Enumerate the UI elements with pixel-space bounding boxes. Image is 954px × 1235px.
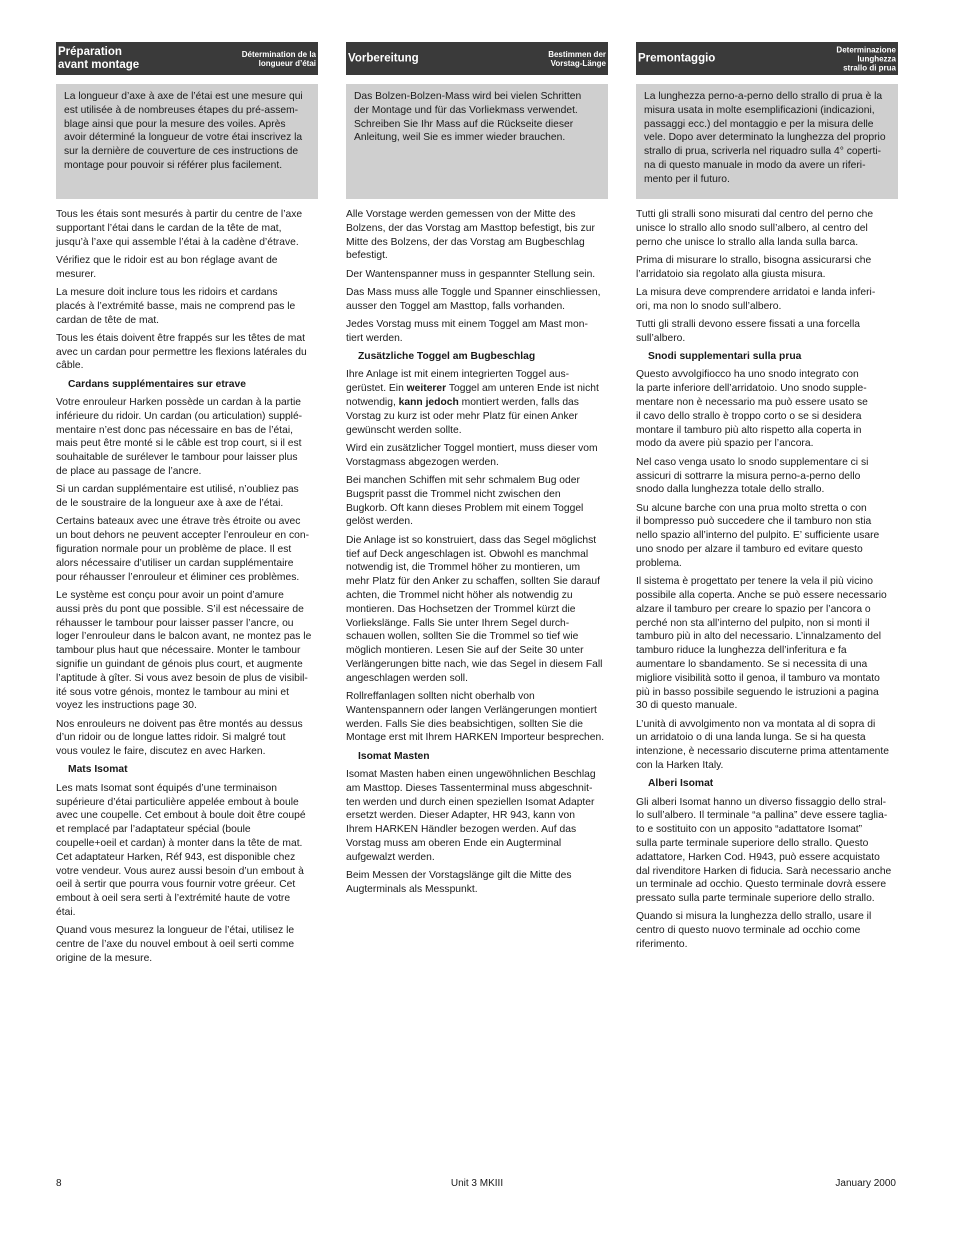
body-text	[636, 208, 898, 952]
section-subtitle: Bestimmen der Vorstag-Länge	[548, 49, 606, 68]
footer-date: January 2000	[835, 1178, 896, 1189]
body-text	[346, 208, 608, 897]
section-title: Vorbereitung	[348, 52, 419, 64]
paragraph: Quando si misura la lunghezza dello strallo, usare il centro di questo nuovo terminale ad occhio come riferimento.	[636, 911, 872, 951]
text-run: Toggel am unteren Ende ist nicht notwendig,	[346, 383, 599, 409]
section-header	[636, 42, 898, 75]
subheading: Zusätzliche Toggel am Bugbeschlag	[358, 351, 536, 363]
subheading: Isomat Masten	[358, 750, 430, 762]
section-header	[346, 42, 608, 75]
intro-box: La lunghezza perno-a-perno dello strallo di prua è la misura usata in molte esemplificazioni (indicazioni, passaggi ecc.) del montaggio e per la misura delle vele. Dopo aver determinato la lunghezza del proprio strallo di prua, scriverla nel riquadro sulla 4° coperti- na di questo manuale in modo da avere un riferi- mento per il futuro.	[636, 84, 898, 199]
text-run: montiert werden, falls das Vorstag zu kurz ist oder mehr Platz für einen Anker gewünscht werden sollte.	[346, 397, 579, 436]
paragraph: Bei manchen Schiffen mit sehr schmalem Bug oder Bugsprit passt die Trommel nicht zwischen den Bugkorb. Oft kann dieses Problem mit einem Toggel gelöst werden.	[346, 475, 584, 528]
paragraph: La mesure doit inclure tous les ridoirs et cardans placés à l’extrémité basse, mais ne comprend pas le cardan de tête de mat.	[56, 286, 296, 326]
subheading: Alberi Isomat	[648, 778, 714, 790]
section-title: Préparation avant montage	[58, 45, 140, 71]
paragraph: Tutti gli stralli sono misurati dal centro del perno che unisce lo strallo allo snodo sull’albero, al centro del perno che unisce lo strallo alla landa sulla barca.	[636, 209, 874, 248]
section-title: Premontaggio	[638, 52, 716, 64]
paragraph: Tutti gli stralli devono essere fissati a una forcella sull’albero.	[636, 319, 860, 344]
paragraph: Nel caso venga usato lo snodo supplementare ci si assicuri di sottrarre la misura perno-a-perno dello snodo dalla lunghezza totale dello strallo.	[636, 456, 869, 496]
paragraph: Les mats Isomat sont équipés d’une terminaison supérieure d’étai particulière appelée embout à boule avec une coupelle. Cet embout à boule doit être coupé et remplacé par l’adaptateur spécial (boule coupelle+oeil et cardan) à monter dans la tête de mat. Cet adaptateur Harken, Réf 943, est disponible chez votre vendeur. Vous aurez aussi besoin d’un embout à oeil à sertir que pourra vous fournir votre gréeur. Cet embout à oeil sera serti à l’extrémité haute de votre étai.	[56, 782, 306, 918]
subheading: Snodi supplementari sulla prua	[648, 351, 802, 363]
paragraph: Vérifiez que le ridoir est au bon réglage avant de mesurer.	[56, 254, 278, 280]
emphasis-text: weiterer	[406, 383, 447, 395]
paragraph: Das Mass muss alle Toggle und Spanner einschliessen, ausser den Toggel am Masttop, falls vorhanden.	[346, 286, 601, 312]
paragraph: Questo avvolgifiocco ha uno snodo integrato con la parte inferiore dell’arridatoio. Uno snodo supple- mentare non è necessario ma può essere usato se il cavo dello strallo è troppo corto o se si desidera montare il tamburo più alto rispetto alla coperta in modo da avere più spazio per l’ancora.	[636, 369, 868, 450]
page-number: 8	[56, 1178, 62, 1189]
intro-box: Das Bolzen-Bolzen-Mass wird bei vielen Schritten der Montage und für das Vorliekmass verwendet. Schreiben Sie Ihr Mass auf die Rückseite dieser Anleitung, weil Sie es immer wieder brauchen.	[346, 84, 608, 199]
paragraph: Tous les étais doivent être frappés sur les têtes de mat avec un cardan pour permettre les flexions latérales du câble.	[56, 332, 307, 372]
section-header	[56, 42, 318, 75]
paragraph: Certains bateaux avec une étrave très étroite ou avec un bout dehors ne peuvent accepter l’enrouleur en con- figuration normale pour un problème de place. Il est alors nécessaire d’utiliser un cardan supplémentaire pour réhausser l’enrouleur et éliminer ces problèmes.	[56, 516, 310, 583]
paragraph: Gli alberi Isomat hanno un diverso fissaggio dello stral- lo sull’albero. Il terminale “a pallina” deve essere taglia- to e sostituito con un apposito “adattatore Isomat” sulla parte terminale superiore dello strallo. Questo adattatore, Harken Cod. H943, può essere acquistato dal rivenditore Harken di fiducia. Sarà necessario anche un terminale ad occhio. Questo terminale dovrà essere pressato sulla parte terminale superiore dello strallo.	[636, 796, 892, 905]
paragraph: Jedes Vorstag muss mit einem Toggel am Mast mon- tiert werden.	[346, 319, 588, 344]
paragraph: Si un cardan supplémentaire est utilisé, n’oubliez pas de le soustraire de la longueur axe à axe de l’étai.	[56, 484, 299, 510]
paragraph: Prima di misurare lo strallo, bisogna assicurarsi che l’arridatoio sia regolato alla giusta misura.	[636, 254, 872, 280]
section-subtitle: Détermination de la longueur d’étai	[241, 49, 316, 68]
paragraph: Il sistema è progettato per tenere la vela il più vicino possibile alla coperta. Anche se può essere necessario alzare il tamburo per creare lo spazio per l’ancora o perché non sta all’interno del pulpito, non si monti il tamburo più in alto del necessario. L’innalzamento del tamburo riduce la lunghezza dell’inferitura e fa aumentare lo sbandamento. Se si necessita di una migliore visibilità sotto il genoa, il tamburo va montato più in basso possibile seguendo le istruzioni a pagina 30 di questo manuale.	[636, 576, 887, 712]
paragraph: Die Anlage ist so konstruiert, dass das Segel möglichst tief auf Deck angeschlagen ist. Obwohl es manchmal notwendig ist, die Trommel höher zu montieren, um mehr Platz für den Anker zu schaffen, sollten Sie darauf achten, die Trommel nicht höher als notwendig zu montieren. Das Hochsetzen der Trommel kürzt die Vorliekslänge. Falls Sie unter Ihrem Segel durch- schauen wollen, sollten Sie die Trommel so tief wie möglich montieren. Lesen Sie auf der Seite 30 unter Verlängerungen bitte nach, wie das Segel in diesem Fall angeschlagen werden soll.	[346, 534, 603, 684]
emphasis-text: kann jedoch	[398, 397, 459, 409]
paragraph: L’unità di avvolgimento non va montata al di sopra di un arridatoio o di una landa lunga. Se si ha questa intenzione, è necessario discuterne prima attentamente con la Harken Italy.	[636, 718, 889, 771]
column-italian	[636, 42, 898, 956]
paragraph: Wird ein zusätzlicher Toggel montiert, muss dieser vom Vorstagmass abgezogen werden.	[346, 442, 598, 468]
paragraph: Nos enrouleurs ne doivent pas être montés au dessus d’un ridoir ou de longue lattes ridoir. Si malgré tout vous voulez le faire, discutez en avec Harken.	[56, 718, 303, 758]
paragraph: Alle Vorstage werden gemessen von der Mitte des Bolzens, der das Vorstag am Masttop befestigt, bis zur Mitte des Bolzens, der das Vorstag am Bugbeschlag befestigt.	[346, 209, 595, 262]
section-subtitle: Determinazione lunghezza strallo di prua	[836, 45, 896, 72]
footer-unit: Unit 3 MKIII	[450, 1178, 504, 1189]
paragraph: Der Wantenspanner muss in gespannter Stellung sein.	[346, 268, 596, 280]
paragraph: Le système est conçu pour avoir un point d’amure aussi près du pont que possible. S’il est nécessaire de réhausser le tambour pour laisser passer l’ancre, ou loger l’enrouleur dans le balcon avant, ne montez pas le tambour plus haut que nécessaire. Monter le tambour signifie un guindant de génois plus court, et augmente l’aptitude à gîter. Si vous avez besoin de plus de visibil- ité sous votre génois, montez le tambour au mini et voyez les instructions page 30.	[56, 589, 312, 712]
paragraph: Quand vous mesurez la longueur de l’étai, utilisez le centre de l’axe du nouvel embout à oeil serti comme origine de la mesure.	[56, 925, 295, 964]
paragraph: Su alcune barche con una prua molto stretta o con il bompresso può succedere che il tamburo non stia nello spazio all’interno del pulpito. E’ sufficiente usare uno snodo per alzare il tamburo ed evitare questo problema.	[636, 502, 880, 569]
paragraph: Votre enrouleur Harken possède un cardan à la partie inférieure du ridoir. Un cardan (ou articulation) supplé- mentaire n’est donc pas nécessaire en bas de l’étai, mais peut être monté si le câble est trop court, si il est souhaitable de surélever le tambour pour laisser plus de place au passage de l’ancre.	[56, 397, 303, 478]
body-text	[56, 208, 318, 966]
intro-box: La longueur d’axe à axe de l’étai est une mesure qui est utilisée à de nombreuses étapes du pré-assem- blage ainsi que pour la mesure des voiles. Après avoir déterminé la longueur de votre étai inscrivez la sur la dernière de couverture de ces instructions de montage pour pouvoir si référer plus facilement.	[56, 84, 318, 199]
subheading: Cardans supplémentaires sur etrave	[68, 378, 246, 390]
paragraph: Beim Messen der Vorstagslänge gilt die Mitte des Augterminals als Messpunkt.	[346, 870, 572, 895]
paragraph	[346, 368, 608, 437]
paragraph: Isomat Masten haben einen ungewöhnlichen Beschlag am Masttop. Dieses Tassenterminal muss abgeschnit- ten werden und durch einen speziellen Isomat Adapter ersetzt werden. Dieser Adapter, HR 943, kann von Ihrem HARKEN Händler bezogen werden. Auf das Vorstag muss am oberen Ende ein Augterminal aufgewalzt werden.	[346, 768, 596, 863]
paragraph: Tous les étais sont mesurés à partir du centre de l’axe supportant l’étai dans le cardan de la tête de mat, jusqu’à l’axe qui assemble l’étai à la cadène d’étrave.	[56, 209, 303, 248]
column-french	[56, 42, 318, 970]
text-run: Ihre Anlage ist mit einem integrierten Toggel aus- gerüstet. Ein	[346, 369, 570, 395]
paragraph: La misura deve comprendere arridatoi e landa inferi- ori, ma non lo snodo sull’albero.	[636, 286, 876, 312]
paragraph: Rollreffanlagen sollten nicht oberhalb von Wantenspannern oder langen Verlängerungen montiert werden. Falls Sie dies beabsichtigen, sollten Sie die Montage erst mit Ihrem HARKEN Importeur besprechen.	[346, 691, 605, 744]
column-german	[346, 42, 608, 901]
subheading: Mats Isomat	[68, 764, 128, 776]
